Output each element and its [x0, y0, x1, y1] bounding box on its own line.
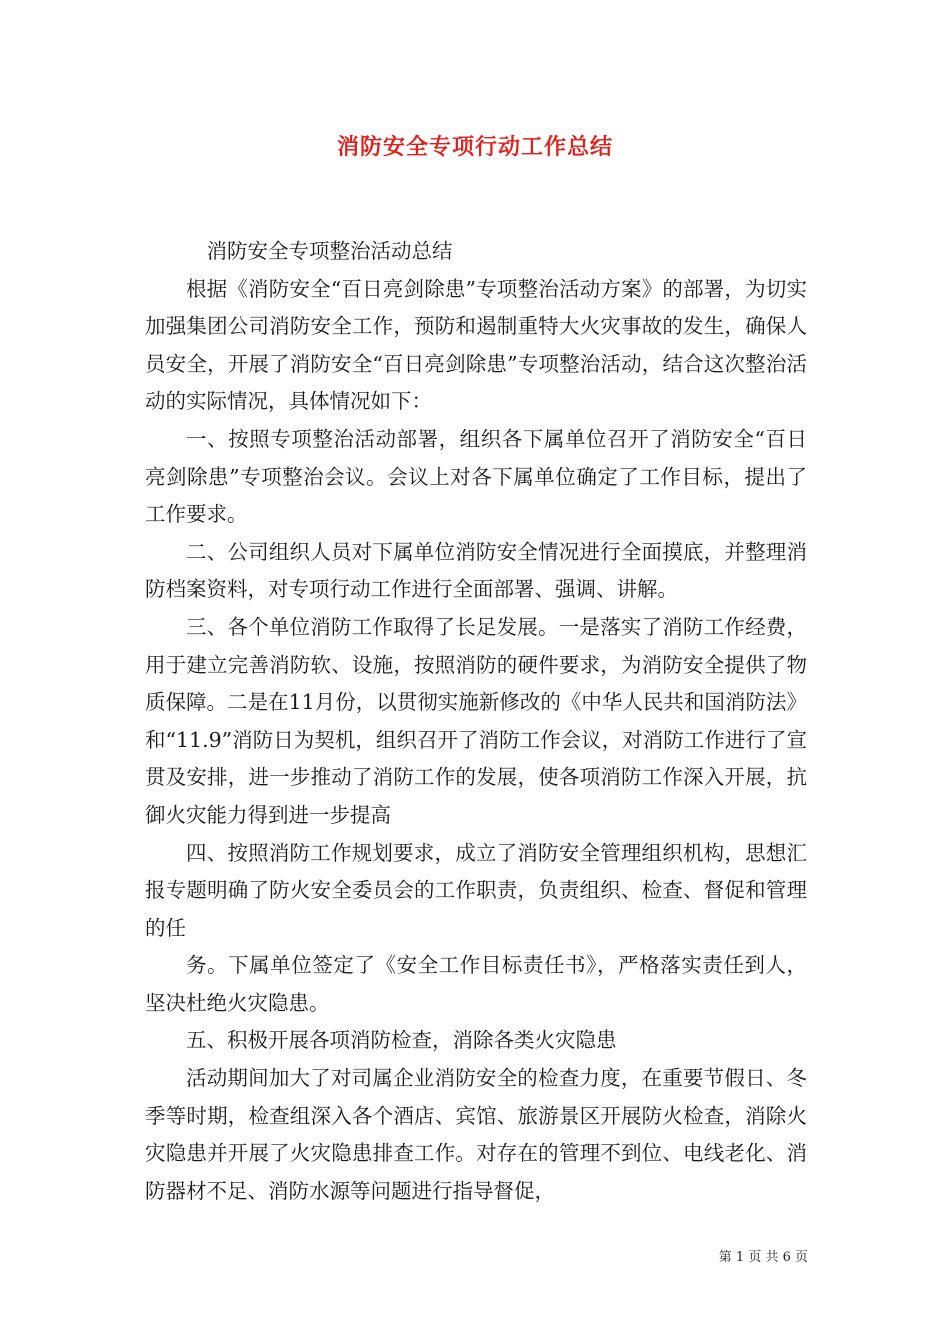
paragraph-section-3: 三、各个单位消防工作取得了长足发展。一是落实了消防工作经费，用于建立完善消防软、设施，按照消防的硬件要求，为消防安全提供了物质保障。二是在11月份，以贯彻实施新修改的《中华人民共和国消防法》和“11.9”消防日为契机，组织召开了消防工作会议，对消防工作进行了宣贯及安排，进一步推动了消防工作的发展，使各项消防工作深入开展，抗御火灾能力得到进一步提高 — [145, 614, 807, 827]
document-title: 消防安全专项行动工作总结 — [336, 134, 613, 160]
paragraph-section-2: 二、公司组织人员对下属单位消防安全情况进行全面摸底，并整理消防档案资料，对专项行动工作进行全面部署、强调、讲解。 — [145, 539, 807, 602]
paragraph-section-5-heading: 五、积极开展各项消防检查，消除各类火灾隐患 — [186, 1028, 617, 1053]
document-subtitle: 消防安全专项整治活动总结 — [206, 239, 453, 263]
paragraph-intro: 根据《消防安全“百日亮剑除患”专项整治活动方案》的部署，为切实加强集团公司消防安全工作，预防和遏制重特大火灾事故的发生，确保人员安全，开展了消防安全“百日亮剑除患”专项整治活动，结合这次整治活动的实际情况，具体情况如下： — [145, 276, 807, 414]
paragraph-section-4-cont: 务。下属单位签定了《安全工作目标责任书》，严格落实责任到人，坚决杜绝火灾隐患。 — [145, 953, 807, 1015]
document-body — [145, 233, 807, 1210]
page-number: 第 1 页 共 6 页 — [718, 1250, 808, 1265]
paragraph-section-1: 一、按照专项整治活动部署，组织各下属单位召开了消防安全“百日亮剑除患”专项整治会议。会议上对各下属单位确定了工作目标，提出了工作要求。 — [145, 426, 807, 527]
paragraph-section-5-body: 活动期间加大了对司属企业消防安全的检查力度，在重要节假日、冬季等时期，检查组深入各个酒店、宾馆、旅游景区开展防火检查，消除火灾隐患并开展了火灾隐患排查工作。对存在的管理不到位、电线老化、消防器材不足、消防水源等问题进行指导督促， — [145, 1066, 807, 1203]
paragraph-section-4: 四、按照消防工作规划要求，成立了消防安全管理组织机构，思想汇报专题明确了防火安全委员会的工作职责，负责组织、检查、督促和管理的任 — [145, 840, 807, 940]
